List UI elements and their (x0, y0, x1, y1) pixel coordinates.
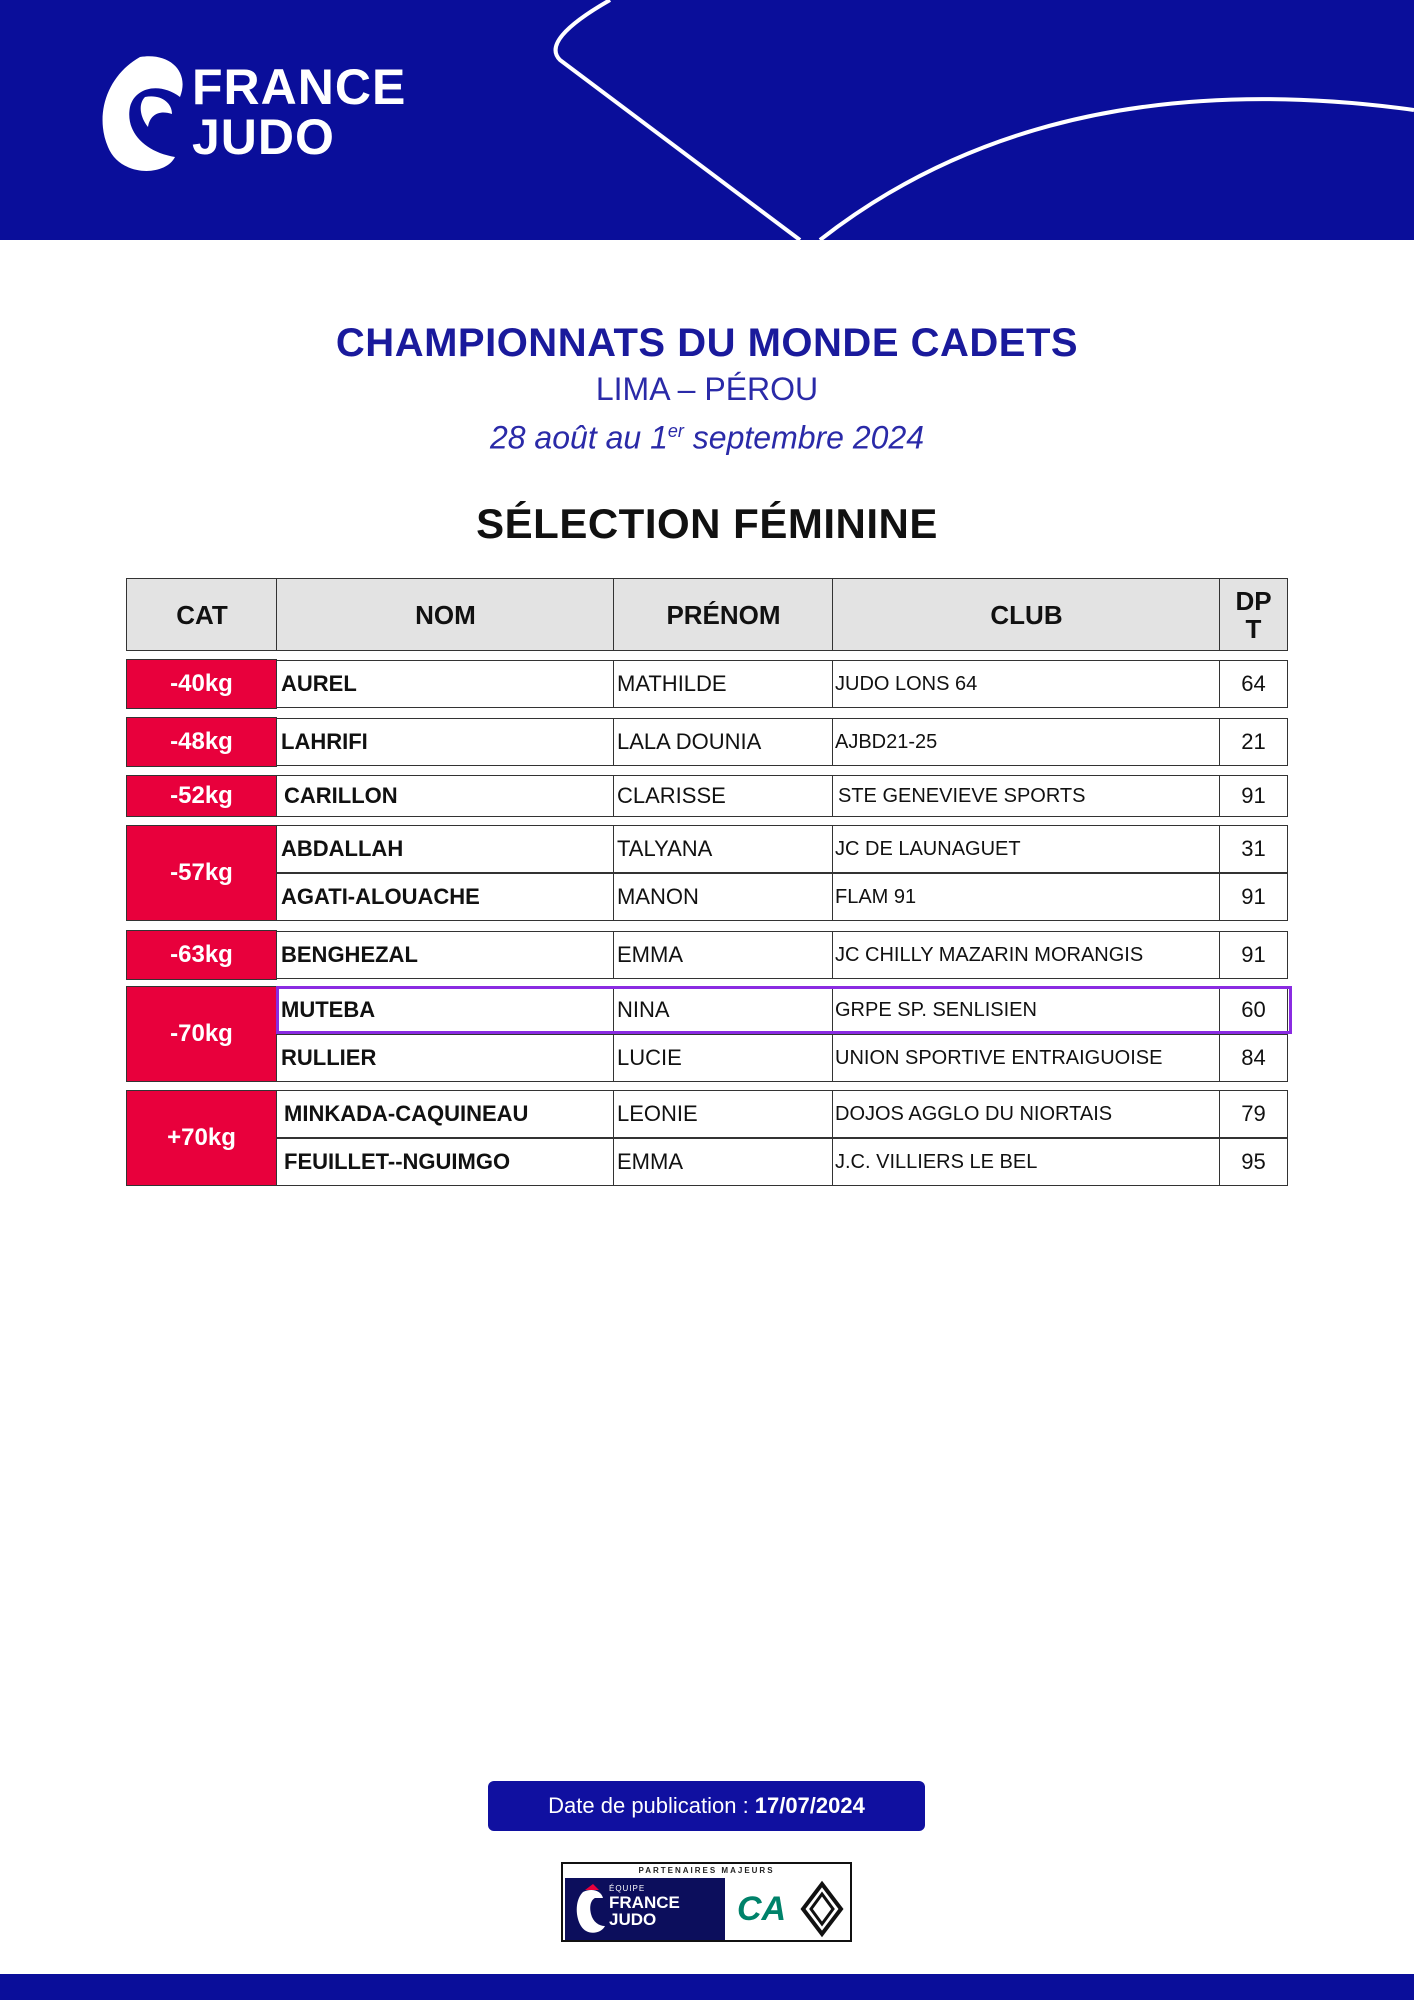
cell-club: JC DE LAUNAGUET (832, 825, 1220, 873)
cell-dpt: 95 (1219, 1138, 1288, 1186)
publication-date: 17/07/2024 (754, 1793, 865, 1818)
cell-dpt: 91 (1219, 931, 1288, 979)
cell-nom: BENGHEZAL (276, 931, 614, 979)
cell-nom: MINKADA-CAQUINEAU (276, 1090, 614, 1138)
cell-dpt: 31 (1219, 825, 1288, 873)
category-label: -48kg (126, 717, 277, 767)
cell-nom: AGATI-ALOUACHE (276, 873, 614, 921)
credit-agricole-logo: CA (737, 1890, 787, 1928)
sponsor-logos (729, 1878, 850, 1940)
table-header (126, 578, 1288, 651)
event-title: CHAMPIONNATS DU MONDE CADETS (335, 321, 1079, 365)
partners-fj-line2: JUDO (609, 1910, 657, 1929)
category-group (126, 1090, 1288, 1186)
cell-nom: MUTEBA (276, 986, 614, 1034)
event-location: LIMA – PÉROU (595, 371, 819, 407)
category-group (126, 659, 1288, 709)
cell-prenom: LUCIE (613, 1034, 833, 1082)
cell-prenom: EMMA (613, 931, 833, 979)
partners-fj-line1: FRANCE (609, 1893, 680, 1912)
cell-dpt: 21 (1219, 718, 1288, 766)
table-row (276, 986, 1288, 1034)
cell-club: STE GENEVIEVE SPORTS (832, 775, 1220, 817)
header-dpt-line1: DP (1235, 585, 1272, 616)
category-label: -70kg (126, 986, 277, 1082)
event-info (0, 318, 1414, 459)
cell-nom: CARILLON (276, 775, 614, 817)
table-row (276, 1090, 1288, 1138)
category-group (126, 930, 1288, 980)
cell-club: J.C. VILLIERS LE BEL (832, 1138, 1220, 1186)
cell-club: JUDO LONS 64 (832, 660, 1220, 708)
table-row (276, 1034, 1288, 1082)
cell-club: FLAM 91 (832, 873, 1220, 921)
cell-club: AJBD21-25 (832, 718, 1220, 766)
france-judo-logo (100, 52, 440, 187)
event-dates (0, 410, 1414, 459)
cell-club: UNION SPORTIVE ENTRAIGUOISE (832, 1034, 1220, 1082)
partners-box (561, 1862, 852, 1942)
partners-equipe: ÉQUIPE (609, 1884, 646, 1893)
logo-line-france: FRANCE (192, 59, 407, 115)
publication-date-badge (488, 1781, 925, 1831)
table-row (276, 873, 1288, 921)
cell-prenom: MANON (613, 873, 833, 921)
partners-fj-text (609, 1894, 680, 1928)
cell-dpt: 60 (1219, 986, 1288, 1034)
category-label: -57kg (126, 825, 277, 921)
category-label: -52kg (126, 775, 277, 817)
category-group (126, 775, 1288, 817)
cell-nom: RULLIER (276, 1034, 614, 1082)
publication-label: Date de publication : (548, 1793, 749, 1818)
cell-club: DOJOS AGGLO DU NIORTAIS (832, 1090, 1220, 1138)
table-row (276, 660, 1288, 708)
header-dpt-line2: T (1245, 613, 1262, 644)
judo-emblem-icon (100, 52, 190, 182)
cell-prenom: LEONIE (613, 1090, 833, 1138)
section-title: SÉLECTION FÉMININE (476, 500, 938, 547)
cell-nom: LAHRIFI (276, 718, 614, 766)
table-row (276, 718, 1288, 766)
dates-suffix: septembre 2024 (683, 419, 925, 456)
renault-logo-icon (797, 1880, 847, 1938)
category-label: -40kg (126, 659, 277, 709)
logo-line-judo: JUDO (192, 109, 335, 165)
category-label: +70kg (126, 1090, 277, 1186)
dates-prefix: 28 août au 1 (489, 419, 668, 456)
cell-prenom: MATHILDE (613, 660, 833, 708)
table-row (276, 931, 1288, 979)
category-group (126, 717, 1288, 767)
cell-nom: FEUILLET--NGUIMGO (276, 1138, 614, 1186)
cell-prenom: TALYANA (613, 825, 833, 873)
cell-nom: AUREL (276, 660, 614, 708)
cell-dpt: 64 (1219, 660, 1288, 708)
equipe-france-judo-logo (565, 1878, 725, 1940)
table-row (276, 825, 1288, 873)
table-row (276, 775, 1288, 817)
footer-bar (0, 1974, 1414, 2000)
header-dpt (1219, 578, 1288, 651)
cell-prenom: NINA (613, 986, 833, 1034)
judo-emblem-icon (569, 1880, 609, 1940)
cell-nom: ABDALLAH (276, 825, 614, 873)
cell-club: JC CHILLY MAZARIN MORANGIS (832, 931, 1220, 979)
header-prenom: PRÉNOM (613, 578, 834, 651)
cell-dpt: 79 (1219, 1090, 1288, 1138)
cell-prenom: LALA DOUNIA (613, 718, 833, 766)
category-label: -63kg (126, 930, 277, 980)
header-nom: NOM (276, 578, 615, 651)
cell-dpt: 91 (1219, 873, 1288, 921)
header-banner (0, 0, 1414, 240)
dates-sup: er (667, 421, 684, 441)
cell-dpt: 84 (1219, 1034, 1288, 1082)
partners-label: PARTENAIRES MAJEURS (638, 1866, 775, 1875)
category-group (126, 825, 1288, 921)
table-row (276, 1138, 1288, 1186)
header-cat: CAT (126, 578, 278, 651)
category-group (126, 986, 1288, 1082)
cell-prenom: EMMA (613, 1138, 833, 1186)
cell-club: GRPE SP. SENLISIEN (832, 986, 1220, 1034)
cell-prenom: CLARISSE (613, 775, 833, 817)
cell-dpt: 91 (1219, 775, 1288, 817)
header-club: CLUB (832, 578, 1221, 651)
